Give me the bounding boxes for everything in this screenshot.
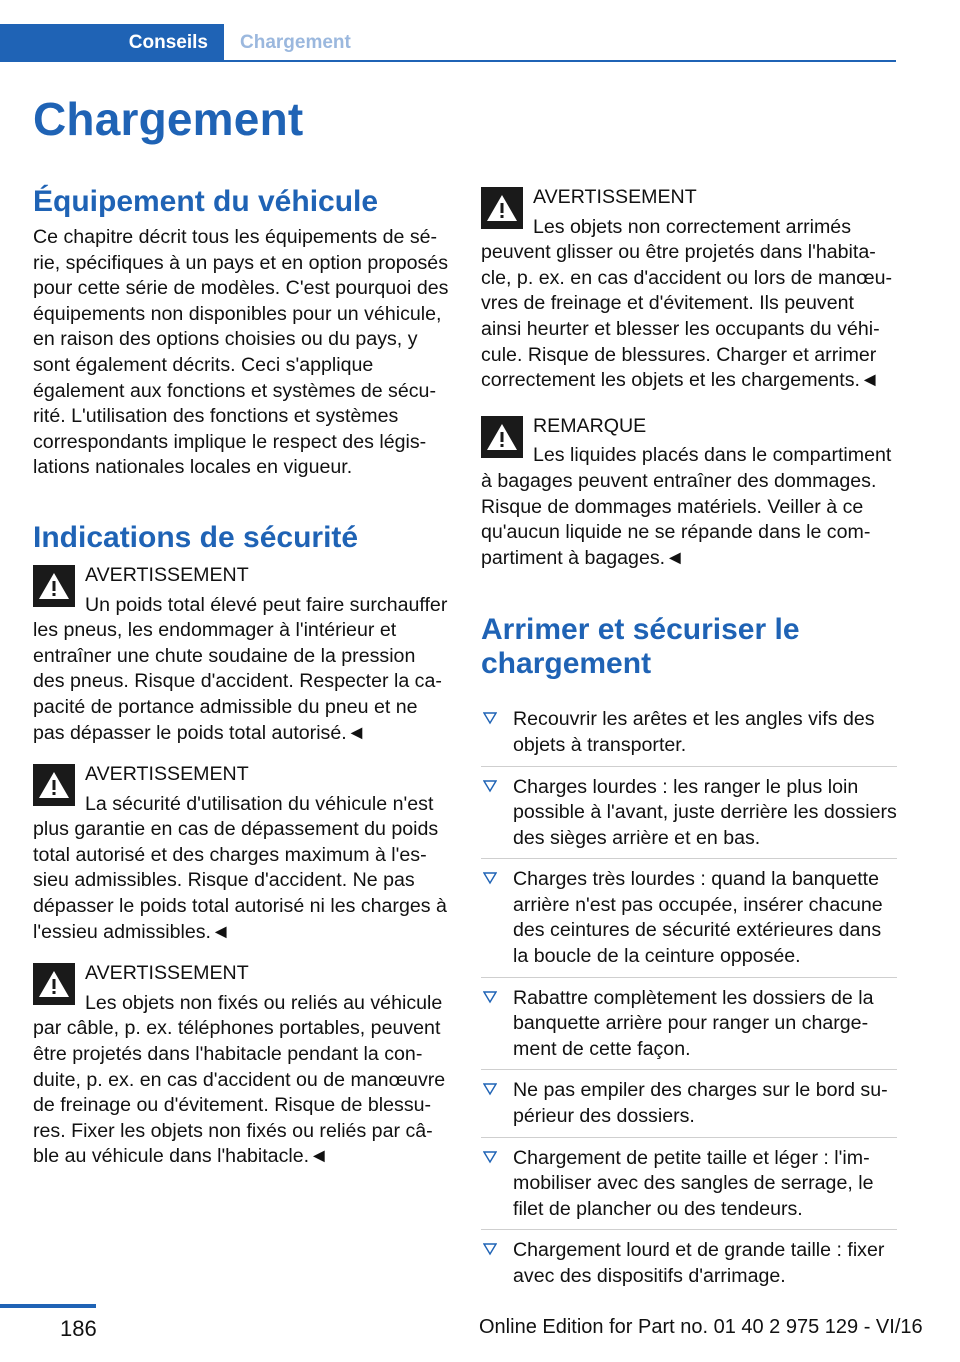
warning-triangle-icon <box>481 187 523 229</box>
triangle-bullet-icon <box>483 871 497 885</box>
right-column <box>481 185 897 1297</box>
list-item-text: Rabattre complètement les dossiers de la banquette arrière pour ranger un chargement de cette façon. <box>513 986 874 1060</box>
list-item-text: Recouvrir les arêtes et les angles vifs des objets à transporter. <box>513 708 875 756</box>
note-text: Les liquides placés dans le compartiment à bagages peuvent entraîner des dommages. Risque de dommages matériels. Veiller à ce qu'aucun liquide ne se répande dans le compartiment à bagages.◄ <box>481 444 892 569</box>
section-text-equipement: Ce chapitre décrit tous les équipements de série, spécifiques à un pays et en option proposés pour cette série de modèles. C'est pourquoi des équipements non disponibles pour un véhicule, en raison des options choisies ou du pays, y sont également décrits. Ceci s'applique également aux fonctions et systèmes de sécurité. L'utilisation des fonctions et systèmes correspondants implique le respect des législations nationales locales en vigueur. <box>33 226 449 479</box>
list-item-text: Chargement de petite taille et léger : l'immobiliser avec des sangles de serrage, le filet de plancher ou des tendeurs. <box>513 1146 874 1220</box>
warning-block <box>33 961 449 1170</box>
list-item-text: Charges lourdes : les ranger le plus loin possible à l'avant, juste derrière les dossiers des sièges arrière et en bas. <box>513 775 897 849</box>
warning-block <box>33 762 449 945</box>
list-item-text: Charges très lourdes : quand la banquette arrière n'est pas occupée, insérer chacune des ceintures de sécurité extérieures dans la boucle de la ceinture opposée. <box>513 868 883 968</box>
warning-text: La sécurité d'utilisation du véhicule n'est plus garantie en cas de dépassement du poids total autorisé et des charges maximum à l'essieu admissibles. Risque d'accident. Ne pas dépasser le poids total autorisé ni les charges à l'essieu admissibles.◄ <box>33 792 447 943</box>
section-title-equipement: Équipement du véhicule <box>33 185 379 218</box>
warning-title: AVERTISSEMENT <box>85 763 249 786</box>
list-item-text: Chargement lourd et de grande taille : fixer avec des dispositifs d'arrimage. <box>513 1239 885 1287</box>
warning-triangle-icon <box>33 963 75 1005</box>
page-number: 186 <box>60 1316 97 1341</box>
triangle-bullet-icon <box>483 1150 497 1164</box>
page-title: Chargement <box>33 93 304 145</box>
bullet-list <box>481 699 897 1296</box>
section-title-securite: Indications de sécurité <box>33 520 359 554</box>
header-rule <box>0 60 896 62</box>
triangle-bullet-icon <box>483 990 497 1004</box>
list-item <box>481 858 897 976</box>
tab-chargement[interactable]: Chargement <box>240 32 351 53</box>
left-column <box>33 185 449 1170</box>
section-title-arrimer: Arrimer et sécuriser le chargement <box>481 613 800 681</box>
triangle-bullet-icon <box>483 1242 497 1256</box>
warning-title: AVERTISSEMENT <box>533 186 697 208</box>
warning-block <box>33 563 449 746</box>
warning-text: Les objets non fixés ou reliés au véhicule par câble, p. ex. téléphones portables, peuvent être projetés dans l'habitacle pendant la conduite, p. ex. en cas d'accident ou de manœuvre de freinage ou d'évitement. Risque de blessures. Fixer les objets non fixés ou reliés par câble au véhicule dans l'habitacle.◄ <box>33 991 446 1168</box>
warning-triangle-icon <box>33 565 75 607</box>
warning-triangle-icon <box>33 764 75 806</box>
list-item <box>481 699 897 765</box>
warning-text: Un poids total élevé peut faire surchauffer les pneus, les endommager à l'intérieur et entraîner une chute soudaine de la pression des pneus. Risque d'accident. Respecter la capacité de portance admissible du pneu et ne pas dépasser le poids total autorisé.◄ <box>33 593 448 744</box>
note-triangle-icon <box>481 416 523 458</box>
note-block <box>481 414 897 572</box>
edition-note: Online Edition for Part no. 01 40 2 975 129 - VI/16 <box>479 1316 923 1338</box>
list-item <box>481 977 897 1070</box>
warning-title: AVERTISSEMENT <box>85 563 249 586</box>
triangle-bullet-icon <box>483 779 497 793</box>
list-item <box>481 766 897 859</box>
note-title: REMARQUE <box>533 414 647 437</box>
tab-conseils[interactable]: Conseils <box>0 24 224 62</box>
list-item-text: Ne pas empiler des charges sur le bord supérieur des dossiers. <box>513 1079 888 1128</box>
list-item <box>481 1229 897 1296</box>
header-tab-bar <box>0 24 896 62</box>
warning-block <box>481 185 897 394</box>
triangle-bullet-icon <box>483 1082 497 1096</box>
triangle-bullet-icon <box>483 711 497 725</box>
list-item <box>481 1069 897 1136</box>
footer-rule <box>0 1304 96 1308</box>
warning-text: Les objets non correctement arrimés peuvent glisser ou être projetés dans l'habitacle, p. ex. en cas d'accident ou lors de manœuvres de freinage et d'évitement. Ils peuvent ainsi heurter et blesser les occupants du véhicule. Risque de blessures. Charger et arrimer correctement les objets et les chargements.◄ <box>481 215 893 392</box>
warning-title: AVERTISSEMENT <box>85 962 249 985</box>
list-item <box>481 1137 897 1230</box>
